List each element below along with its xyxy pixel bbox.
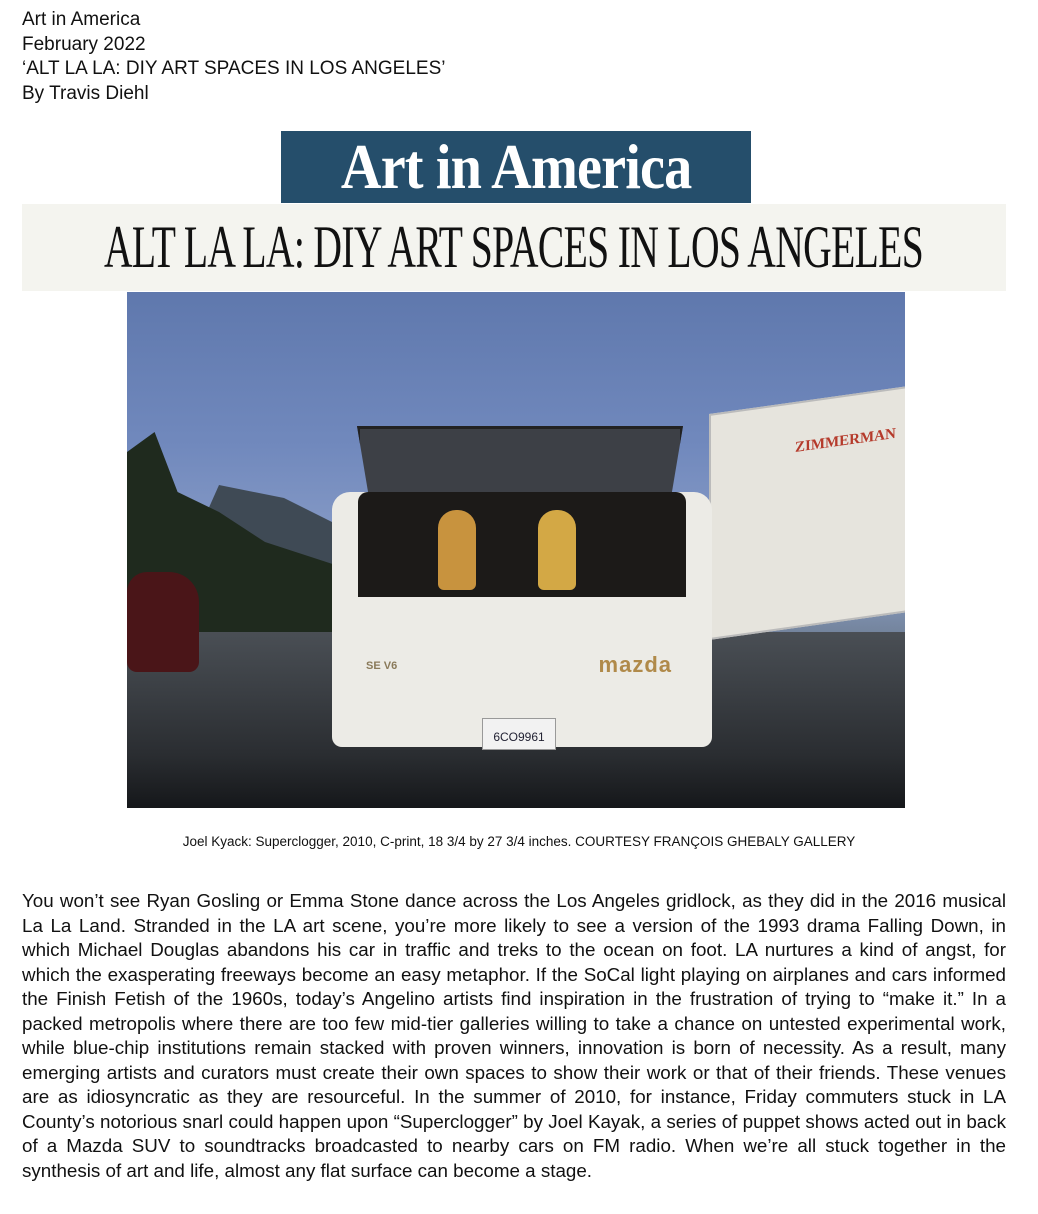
article-body: You won’t see Ryan Gosling or Emma Stone dance across the Los Angeles gridlock, as they did in the 2016 musical La La Land. Stranded in the LA art scene, you’re more likely to see a version of the 1993 drama Falling Down, in which Michael Douglas abandons his car in traffic and treks to the ocean on foot. LA nurtures a kind of angst, for which the exasperating freeways become an easy metaphor. If the SoCal light playing on airplanes and cars informed the Finish Fetish of the 1960s, today’s Angelino artists find inspiration in the frustration of trying to “make it.” In a packed metropolis where there are too few mid-tier galleries willing to take a chance on untested experimental work, while blue-chip institutions remain stacked with proven winners, innovation is born of necessity. As a result, many emerging artists and curators must create their own spaces to show their work or that of their friends. These venues are as idiosyncratic as they are resourceful. In the summer of 2010, for instance, Friday commuters stuck in LA County’s notorious snarl could happen upon “Superclogger” by Joel Kayak, a series of puppet shows acted out in back of a Mazda SUV to soundtracks broadcasted to nearby cars on FM radio. When we’re all stuck together in the synthesis of art and life, almost any flat surface can become a stage. <box>22 890 1006 1181</box>
red-car <box>127 572 199 672</box>
art-in-america-logo <box>281 131 751 203</box>
puppet <box>538 510 576 590</box>
white-suv <box>332 492 712 747</box>
document-header <box>22 8 445 106</box>
photo-caption: Joel Kyack: Superclogger, 2010, C-print, 18 3/4 by 27 3/4 inches. COURTESY FRANÇOIS GHEBALY GALLERY <box>182 834 856 849</box>
article-title: ALT LA LA: DIY ART SPACES IN LOS ANGELES <box>104 214 924 280</box>
mazda-badge: mazda <box>598 652 672 677</box>
semi-truck <box>709 386 905 640</box>
byline: By Travis Diehl <box>22 82 149 104</box>
publication-date: February 2022 <box>22 33 146 55</box>
puppet <box>438 510 476 590</box>
license-plate: 6CO9961 <box>482 718 556 750</box>
model-badge: SE V6 <box>366 660 398 672</box>
publication-name: Art in America <box>22 9 141 30</box>
article-headline: ‘ALT LA LA: DIY ART SPACES IN LOS ANGELES’ <box>22 58 446 79</box>
rear-window <box>358 492 686 597</box>
article-photo <box>127 292 905 808</box>
title-banner <box>22 204 1006 291</box>
logo-text: Art in America <box>340 131 692 202</box>
truck-brand: ZIMMERMAN <box>795 425 896 456</box>
